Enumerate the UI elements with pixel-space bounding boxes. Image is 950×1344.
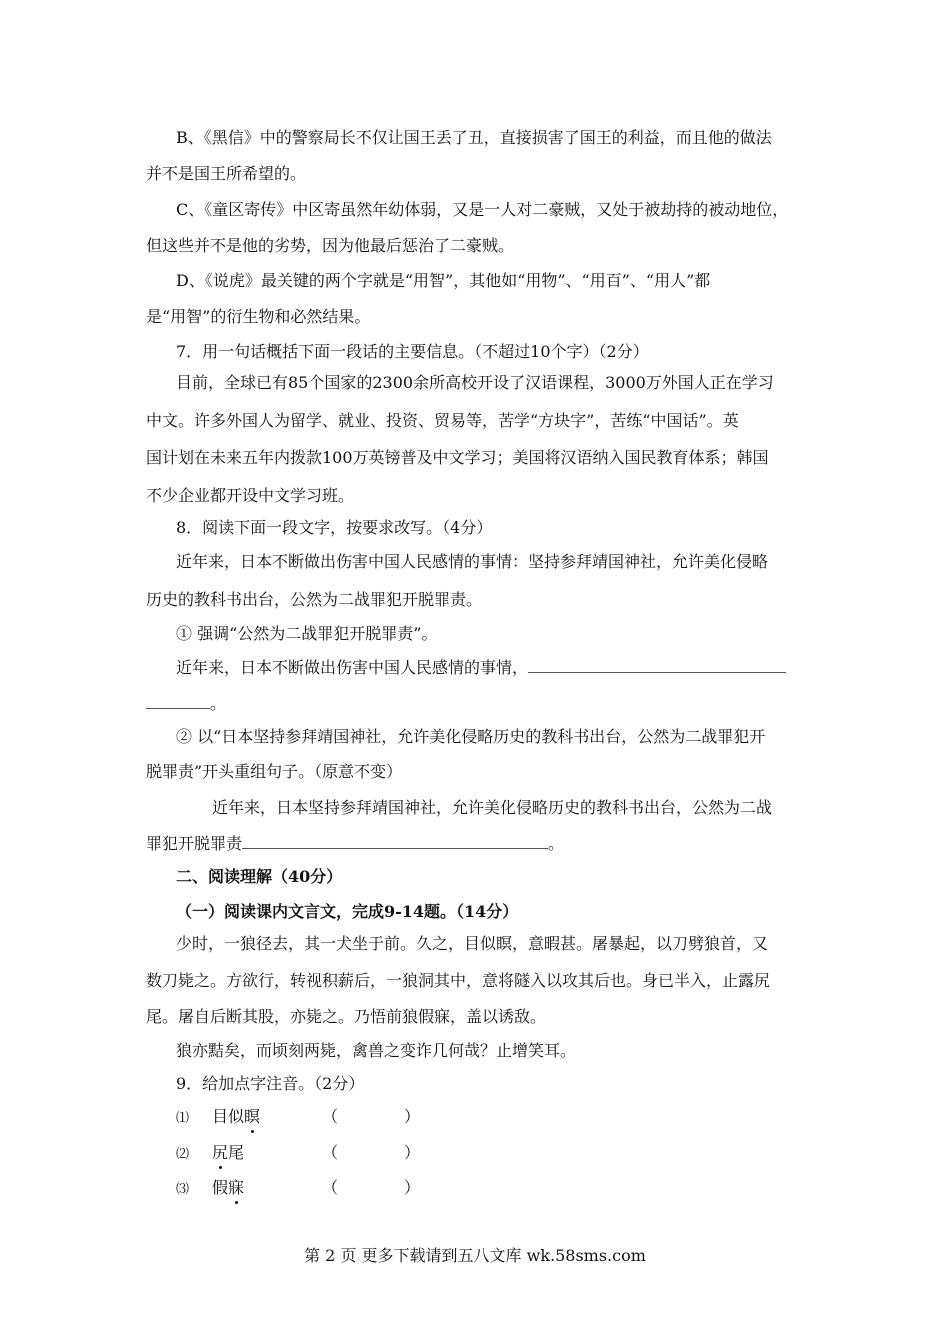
- page-footer: 第 2 页 更多下载请到五八文库 wk.58sms.com: [304, 1246, 646, 1265]
- q9-item-2: [176, 1143, 189, 1165]
- answer-blank-1a[interactable]: [528, 658, 786, 673]
- dotted-character: 尻: [212, 1143, 229, 1162]
- q8-answer-2-lead: 近年来，日本坚持参拜靖国神社，允许美化侵略历史的教科书出台，公然为二战: [212, 798, 773, 817]
- q9-item-2-paren-close: ）: [404, 1143, 421, 1162]
- section-2-subtitle: （一）阅读课内文言文，完成9-14题。（14分）: [176, 902, 519, 921]
- q8-passage-line2: 历史的教科书出台，公然为二战罪犯开脱罪责。: [146, 590, 483, 609]
- classical-text-line2: 数刀毙之。方欲行，转视积薪后，一狼洞其中，意将隧入以攻其后也。身已半入，止露尻: [146, 971, 771, 990]
- question-9: 9．给加点字注音。（2分）: [176, 1074, 365, 1093]
- q8-answer-1-end: 。: [210, 694, 227, 713]
- q9-item-1-word: [212, 1107, 260, 1127]
- q9-item-1-paren-close: ）: [404, 1107, 421, 1126]
- q7-passage-line2: 中文。许多外国人为留学、就业、投资、贸易等，苦学“方块字”，苦练“中国话”。英: [146, 411, 739, 430]
- q8-answer-1-line: [176, 658, 786, 678]
- q7-passage-line3: 国计划在未来五年内拨款100万英镑普及中文学习；美国将汉语纳入国民教育体系；韩国: [146, 448, 769, 467]
- q9-item-1-paren-open[interactable]: （: [322, 1107, 339, 1126]
- question-7: 7．用一句话概括下面一段话的主要信息。（不超过10个字）（2分）: [176, 342, 649, 361]
- classical-text-line4: 狼亦黠矣，而顷刻两毙，禽兽之变诈几何哉？止增笑耳。: [176, 1041, 577, 1060]
- dotted-character: 瞑: [244, 1107, 261, 1126]
- item-number: ⑵: [176, 1147, 190, 1162]
- q9-item-2-paren-open[interactable]: （: [322, 1143, 339, 1162]
- question-8: 8．阅读下面一段文字，按要求改写。（4分）: [176, 518, 493, 537]
- word-part: 假: [212, 1178, 229, 1197]
- option-b-line1: B、《黑信》中的警察局长不仅让国王丢了丑，直接损害了国王的利益，而且他的做法: [176, 128, 772, 147]
- dotted-character: 寐: [228, 1178, 245, 1197]
- q8-answer-1-lead: 近年来，日本不断做出伤害中国人民感情的事情，: [176, 658, 529, 677]
- q7-passage-line4: 不少企业都开设中文学习班。: [146, 486, 355, 505]
- option-b-line2: 并不是国王所希望的。: [146, 164, 307, 183]
- q9-item-3-paren-open[interactable]: （: [322, 1178, 339, 1197]
- answer-blank-2[interactable]: [242, 834, 548, 849]
- q9-item-3: [176, 1178, 189, 1200]
- word-part: 目似: [212, 1107, 245, 1126]
- q8-answer-2-end: 。: [548, 834, 565, 853]
- item-number: ⑴: [176, 1111, 190, 1126]
- option-d-line1: D、《说虎》最关键的两个字就是“用智”，其他如“用物”、“用百”、“用人”都: [176, 271, 711, 290]
- q9-item-1: [176, 1107, 189, 1129]
- classical-text-line3: 尾。屠自后断其股，亦毙之。乃悟前狼假寐，盖以诱敌。: [146, 1007, 547, 1026]
- q8-subquestion-1: ① 强调“公然为二战罪犯开脱罪责”。: [176, 624, 438, 643]
- section-2-title: 二、阅读理解（40分）: [176, 867, 343, 886]
- q9-item-2-word: [212, 1143, 244, 1163]
- q8-subquestion-2-line2: 脱罪责”开头重组句子。（原意不变）: [146, 762, 403, 781]
- option-d-line2: 是“用智”的衍生物和必然结果。: [146, 307, 371, 326]
- word-part: 尾: [228, 1143, 245, 1162]
- q8-answer-2-lead2: 罪犯开脱罪责: [146, 834, 243, 853]
- option-c-line1: C、《童区寄传》中区寄虽然年幼体弱，又是一人对二豪贼，又处于被劫持的被动地位，: [176, 200, 789, 219]
- q8-answer-1-line2: [146, 694, 226, 714]
- q9-item-3-word: [212, 1178, 244, 1198]
- q8-answer-2-line2: [146, 834, 564, 854]
- q7-passage-line1: 目前，全球已有85个国家的2300余所高校开设了汉语课程，3000万外国人正在学习: [176, 373, 774, 392]
- classical-text-line1: 少时，一狼径去，其一犬坐于前。久之，目似瞑，意暇甚。屠暴起，以刀劈狼首，又: [176, 934, 769, 953]
- q8-passage-line1: 近年来，日本不断做出伤害中国人民感情的事情：坚持参拜靖国神社，允许美化侵略: [176, 552, 769, 571]
- q9-item-3-paren-close: ）: [404, 1178, 421, 1197]
- item-number: ⑶: [176, 1182, 190, 1197]
- answer-blank-1b[interactable]: [146, 694, 210, 709]
- q8-subquestion-2-line1: ② 以“日本坚持参拜靖国神社，允许美化侵略历史的教科书出台，公然为二战罪犯开: [176, 727, 766, 746]
- option-c-line2: 但这些并不是他的劣势，因为他最后惩治了二豪贼。: [146, 236, 515, 255]
